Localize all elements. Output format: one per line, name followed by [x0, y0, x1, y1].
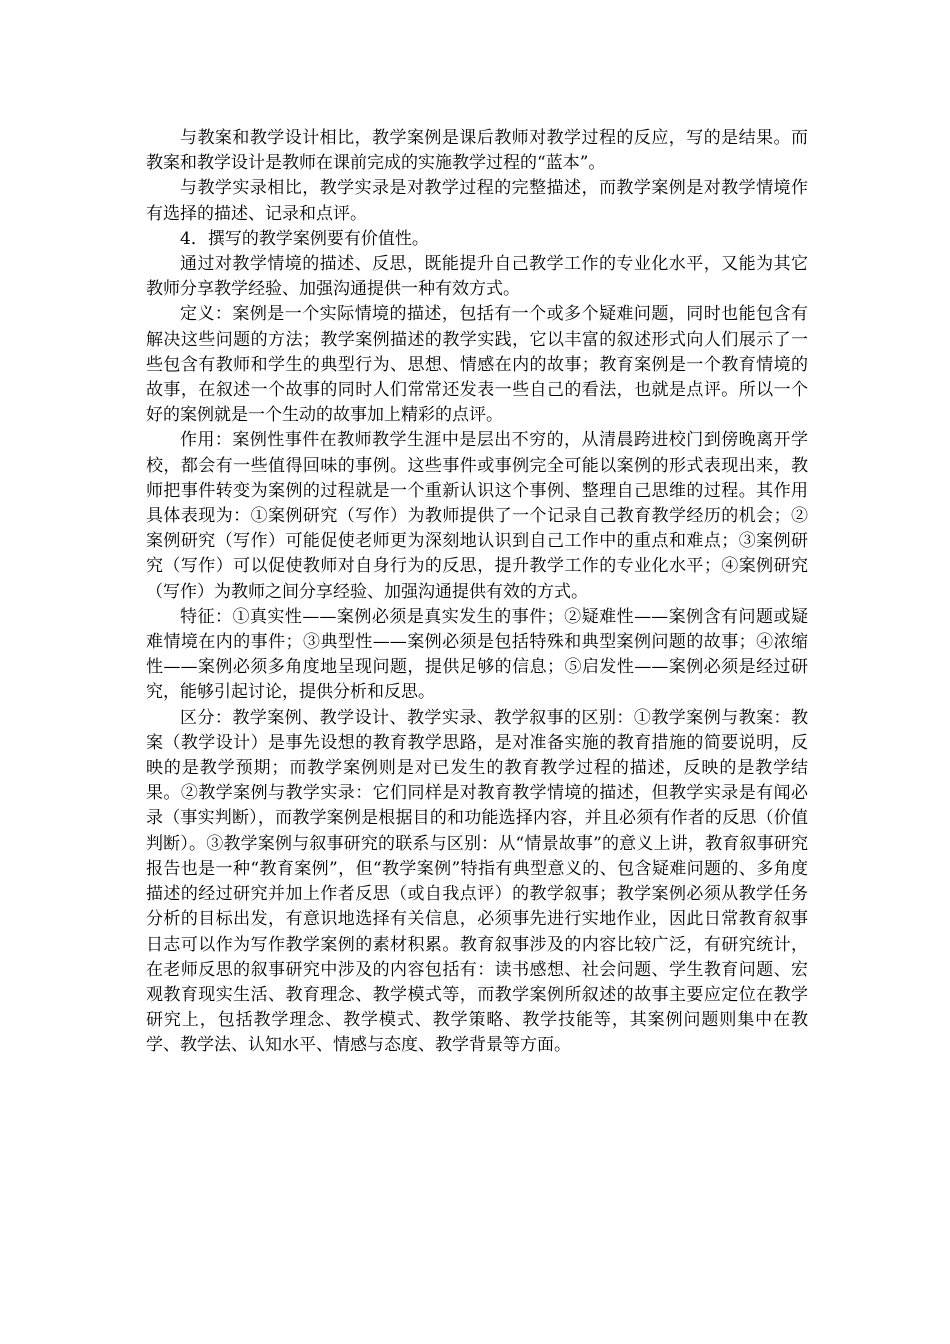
paragraph-heading-value: 4．撰写的教学案例要有价值性。	[180, 228, 429, 249]
paragraph-comparison-lesson-plan: 与教案和教学设计相比，教学案例是课后教师对教学过程的反应，写的是结果。而教案和教学设计是教师在课前完成的实施教学过程的“蓝本”。	[146, 128, 808, 174]
paragraph-function: 作用：案例性事件在教师教学生涯中是层出不穷的，从清晨跨进校门到傍晚离开学校，都会有一些值得回味的事例。这些事件或事例完全可能以案例的形式表现出来，教师把事件转变为案例的过程就是一个重新认识这个事例、整理自己思维的过程。其作用具体表现为：①案例研究（写作）为教师提供了一个记录自己教育教学经历的机会；②案例研究（写作）可能促使老师更为深刻地认识到自己工作中的重点和难点；③案例研究（写作）可以促使教师对自身行为的反思，提升教学工作的专业化水平；④案例研究（写作）为教师之间分享经验、加强沟通提供有效的方式。	[146, 430, 808, 602]
paragraph-comparison-teaching-record: 与教学实录相比，教学实录是对教学过程的完整描述，而教学案例是对教学情境作有选择的描述、记录和点评。	[146, 178, 808, 224]
paragraph-features: 特征：①真实性——案例必须是真实发生的事件；②疑难性——案例含有问题或疑难情境在内的事件；③典型性——案例必须是包括特殊和典型案例问题的故事；④浓缩性——案例必须多角度地呈现问题，提供足够的信息；⑤启发性——案例必须是经过研究，能够引起讨论，提供分析和反思。	[146, 606, 808, 703]
document-body	[146, 126, 808, 1059]
paragraph-value-description: 通过对教学情境的描述、反思，既能提升自己教学工作的专业化水平，又能为其它教师分享教学经验、加强沟通提供一种有效方式。	[146, 254, 808, 300]
paragraph-definition: 定义：案例是一个实际情境的描述，包括有一个或多个疑难问题，同时也能包含有解决这些问题的方法；教学案例描述的教学实践，它以丰富的叙述形式向人们展示了一些包含有教师和学生的典型行为、思想、情感在内的故事；教育案例是一个教育情境的故事，在叙述一个故事的同时人们常常还发表一些自己的看法，也就是点评。所以一个好的案例就是一个生动的故事加上精彩的点评。	[146, 304, 808, 426]
paragraph-distinction: 区分：教学案例、教学设计、教学实录、教学叙事的区别：①教学案例与教案：教案（教学设计）是事先设想的教育教学思路，是对准备实施的教育措施的简要说明，反映的是教学预期；而教学案例则是对已发生的教育教学过程的描述，反映的是教学结果。②教学案例与教学实录：它们同样是对教育教学情境的描述，但教学实录是有闻必录（事实判断），而教学案例是根据目的和功能选择内容，并且必须有作者的反思（价值判断）。③教学案例与叙事研究的联系与区别：从“情景故事”的意义上讲，教育叙事研究报告也是一种“教育案例”，但“教学案例”特指有典型意义的、包含疑难问题的、多角度描述的经过研究并加上作者反思（或自我点评）的教学叙事；教学案例必须从教学任务分析的目标出发，有意识地选择有关信息，必须事先进行实地作业，因此日常教育叙事日志可以作为写作教学案例的素材积累。教育叙事涉及的内容比较广泛，有研究统计，在老师反思的叙事研究中涉及的内容包括有：读书感想、社会问题、学生教育问题、宏观教育现实生活、教育理念、教学模式等，而教学案例所叙述的故事主要应定位在教学研究上，包括教学理念、教学模式、教学策略、教学技能等，其案例问题则集中在教学、教学法、认知水平、情感与态度、教学背景等方面。	[146, 707, 808, 1056]
